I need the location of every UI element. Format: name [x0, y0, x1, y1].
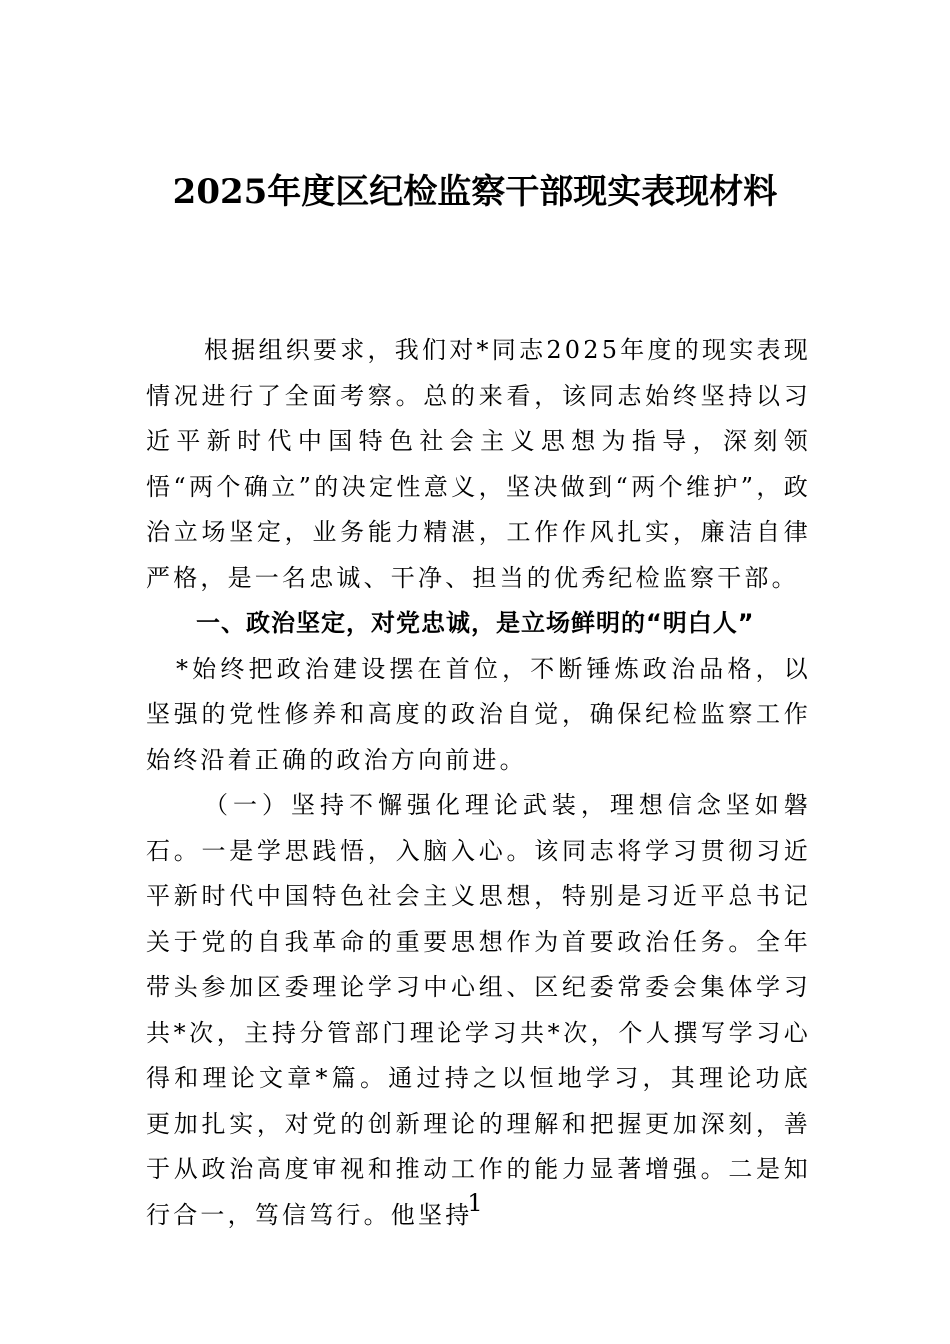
document-body: [146, 328, 811, 1238]
section-1-heading: 一、政治坚定，对党忠诚，是立场鲜明的“明白人”: [196, 609, 755, 637]
subsection-1-paragraph: [146, 783, 811, 1238]
intro-paragraph: 根据组织要求，我们对*同志2025年度的现实表现情况进行了全面考察。总的来看，该同志始终坚持以习近平新时代中国特色社会主义思想为指导，深刻领悟“两个确立”的决定性意义，坚决做到“两个维护”，政治立场坚定，业务能力精湛，工作作风扎实，廉洁自律严格，是一名忠诚、干净、担当的优秀纪检监察干部。: [146, 336, 811, 592]
page-number: 1: [467, 1189, 483, 1217]
document-title: 2025年度区纪检监察干部现实表现材料: [172, 172, 778, 212]
subsection-1-heading: （一）坚持不懈强化理论武装，理想信念坚如磐石。: [146, 791, 811, 865]
subsection-1-text: 一是学思践悟，入脑入心。该同志将学习贯彻习近平新时代中国特色社会主义思想，特别是习近平总书记关于党的自我革命的重要思想作为首要政治任务。全年带头参加区委理论学习中心组、区纪委常委会集体学习共*次，主持分管部门理论学习共*次，个人撰写学习心得和理论文章*篇。通过持之以恒地学习，其理论功底更加扎实，对党的创新理论的理解和把握更加深刻，善于从政治高度审视和推动工作的能力显著增强。二是知行合一，笃信笃行。他坚持: [146, 836, 811, 1229]
section-1-paragraph: *始终把政治建设摆在首位，不断锤炼政治品格，以坚强的党性修养和高度的政治自觉，确保纪检监察工作始终沿着正确的政治方向前进。: [146, 654, 811, 774]
